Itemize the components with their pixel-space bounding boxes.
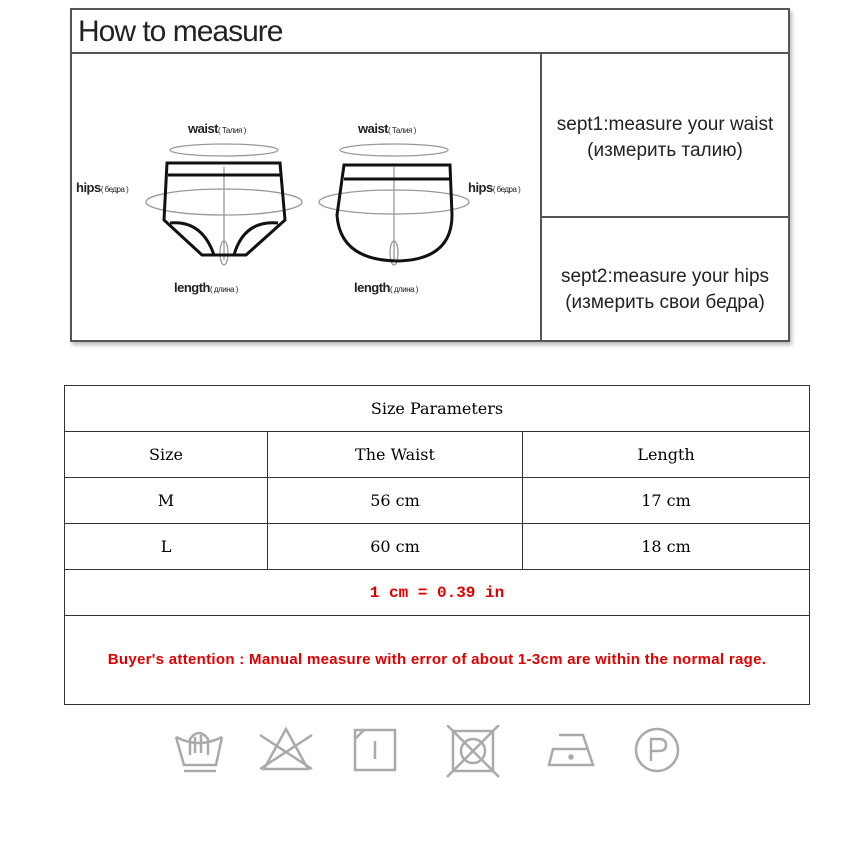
label-text: length (174, 280, 210, 295)
label-ru: ( бедра ) (100, 185, 129, 194)
table-row (65, 524, 810, 570)
divider (542, 216, 788, 218)
dry-flat-icon (350, 725, 400, 775)
dry-clean-p-icon (632, 725, 682, 775)
step2-en: sept2:measure your hips (560, 266, 770, 287)
waist-label-1 (188, 121, 246, 136)
panel-title: How to measure (72, 10, 788, 54)
cell: 56 cm (268, 478, 523, 524)
how-to-measure-panel (70, 8, 790, 342)
cell: 60 cm (268, 524, 523, 570)
label-ru: ( Талия ) (218, 126, 246, 135)
conversion-note: 1 cm = 0.39 in (65, 570, 810, 616)
waist-label-2 (358, 121, 416, 136)
length-label-1 (174, 280, 238, 295)
label-ru: ( бедра ) (492, 185, 521, 194)
header-size: Size (65, 432, 268, 478)
attention-note: Buyer's attention : Manual measure with error of about 1-3cm are within the normal rage. (65, 616, 810, 705)
hips-label-2 (468, 180, 520, 195)
step2-ru: (измерить свои бедра) (565, 292, 765, 313)
step1 (542, 112, 788, 164)
step2 (542, 264, 788, 316)
label-ru: ( Талия ) (388, 126, 416, 135)
step1-ru: (измерить талию) (587, 140, 743, 161)
label-text: hips (468, 180, 493, 195)
hips-label-1 (76, 180, 128, 195)
hand-wash-icon (174, 725, 224, 775)
table-title: Size Parameters (65, 386, 810, 432)
no-bleach-icon (256, 725, 316, 775)
label-ru: ( длина ) (390, 285, 418, 294)
cell: L (65, 524, 268, 570)
header-length: Length (523, 432, 810, 478)
label-text: waist (188, 121, 219, 136)
no-tumble-dry-icon (445, 725, 501, 781)
table-header (65, 432, 810, 478)
table-row (65, 478, 810, 524)
length-label-2 (354, 280, 418, 295)
label-ru: ( длина ) (210, 285, 238, 294)
cell: 18 cm (523, 524, 810, 570)
header-waist: The Waist (268, 432, 523, 478)
label-text: hips (76, 180, 101, 195)
cell: M (65, 478, 268, 524)
label-text: length (354, 280, 390, 295)
cell: 17 cm (523, 478, 810, 524)
iron-low-icon (545, 725, 601, 775)
label-text: waist (358, 121, 389, 136)
step1-en: sept1:measure your waist (556, 114, 774, 135)
size-table (64, 385, 810, 705)
